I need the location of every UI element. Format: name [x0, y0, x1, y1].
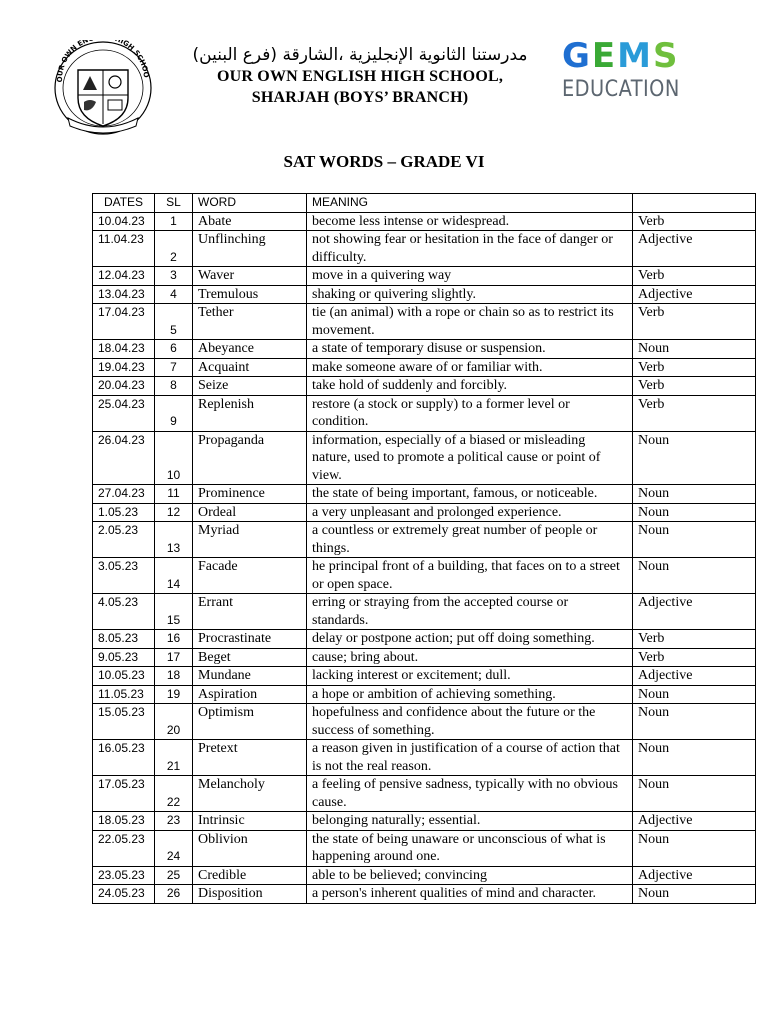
- meaning-cell: shaking or quivering slightly.: [307, 285, 633, 304]
- gems-education-logo: [562, 36, 680, 116]
- word-cell: Unflinching: [193, 231, 307, 267]
- table-body: [93, 212, 756, 903]
- sat-words-table: [92, 193, 756, 904]
- sl-cell: 9: [155, 395, 193, 431]
- word-cell: Errant: [193, 594, 307, 630]
- table-row: [93, 212, 756, 231]
- word-cell: Replenish: [193, 395, 307, 431]
- date-cell: 23.05.23: [93, 866, 155, 885]
- school-crest-logo: [50, 40, 156, 138]
- meaning-cell: able to be believed; convincing: [307, 866, 633, 885]
- meaning-cell: information, especially of a biased or misleading nature, used to promote a political cause or point of view.: [307, 431, 633, 485]
- part-of-speech-cell: Adjective: [633, 285, 756, 304]
- sl-cell: 3: [155, 267, 193, 286]
- gems-letter-s: S: [653, 36, 678, 76]
- meaning-cell: cause; bring about.: [307, 648, 633, 667]
- school-name-arabic: مدرستنا الثانوية الإنجليزية ،الشارقة (فرع البنين): [192, 45, 528, 65]
- table-row: [93, 667, 756, 686]
- word-cell: Ordeal: [193, 503, 307, 522]
- table-row: [93, 395, 756, 431]
- sl-cell: 12: [155, 503, 193, 522]
- sl-cell: 23: [155, 812, 193, 831]
- meaning-cell: a person's inherent qualities of mind and character.: [307, 885, 633, 904]
- meaning-cell: not showing fear or hesitation in the face of danger or difficulty.: [307, 231, 633, 267]
- sl-cell: 19: [155, 685, 193, 704]
- table-row: [93, 340, 756, 359]
- word-cell: Beget: [193, 648, 307, 667]
- gems-letter-e: E: [591, 36, 616, 76]
- sl-cell: 17: [155, 648, 193, 667]
- table-row: [93, 630, 756, 649]
- meaning-cell: a state of temporary disuse or suspension.: [307, 340, 633, 359]
- table-header-row: [93, 194, 756, 213]
- part-of-speech-cell: Noun: [633, 740, 756, 776]
- meaning-cell: become less intense or widespread.: [307, 212, 633, 231]
- word-cell: Tremulous: [193, 285, 307, 304]
- table-row: [93, 812, 756, 831]
- sl-cell: 15: [155, 594, 193, 630]
- table-row: [93, 503, 756, 522]
- word-cell: Tether: [193, 304, 307, 340]
- document-title: SAT WORDS – GRADE VI: [283, 152, 485, 171]
- date-cell: 8.05.23: [93, 630, 155, 649]
- sl-cell: 4: [155, 285, 193, 304]
- word-cell: Procrastinate: [193, 630, 307, 649]
- meaning-cell: delay or postpone action; put off doing something.: [307, 630, 633, 649]
- meaning-cell: move in a quivering way: [307, 267, 633, 286]
- date-cell: 17.05.23: [93, 776, 155, 812]
- sl-cell: 25: [155, 866, 193, 885]
- meaning-cell: belonging naturally; essential.: [307, 812, 633, 831]
- date-cell: 26.04.23: [93, 431, 155, 485]
- table-row: [93, 776, 756, 812]
- meaning-cell: the state of being unaware or unconscious of what is happening around one.: [307, 830, 633, 866]
- table-row: [93, 358, 756, 377]
- header-dates: DATES: [93, 194, 155, 213]
- part-of-speech-cell: Noun: [633, 685, 756, 704]
- part-of-speech-cell: Verb: [633, 630, 756, 649]
- date-cell: 10.04.23: [93, 212, 155, 231]
- word-cell: Myriad: [193, 522, 307, 558]
- part-of-speech-cell: Verb: [633, 267, 756, 286]
- gems-letter-m: M: [617, 36, 651, 76]
- table-row: [93, 594, 756, 630]
- meaning-cell: restore (a stock or supply) to a former level or condition.: [307, 395, 633, 431]
- sl-cell: 5: [155, 304, 193, 340]
- part-of-speech-cell: Noun: [633, 522, 756, 558]
- part-of-speech-cell: Noun: [633, 885, 756, 904]
- part-of-speech-cell: Noun: [633, 485, 756, 504]
- header-word: WORD: [193, 194, 307, 213]
- sl-cell: 24: [155, 830, 193, 866]
- date-cell: 13.04.23: [93, 285, 155, 304]
- word-cell: Waver: [193, 267, 307, 286]
- table-row: [93, 648, 756, 667]
- table-row: [93, 231, 756, 267]
- part-of-speech-cell: Verb: [633, 358, 756, 377]
- header-meaning: MEANING: [307, 194, 633, 213]
- header-sl: SL: [155, 194, 193, 213]
- part-of-speech-cell: Noun: [633, 431, 756, 485]
- meaning-cell: make someone aware of or familiar with.: [307, 358, 633, 377]
- school-name-line-2: SHARJAH (BOYS’ BRANCH): [251, 89, 469, 106]
- date-cell: 24.05.23: [93, 885, 155, 904]
- meaning-cell: tie (an animal) with a rope or chain so as to restrict its movement.: [307, 304, 633, 340]
- word-cell: Propaganda: [193, 431, 307, 485]
- meaning-cell: take hold of suddenly and forcibly.: [307, 377, 633, 396]
- word-cell: Oblivion: [193, 830, 307, 866]
- word-cell: Seize: [193, 377, 307, 396]
- part-of-speech-cell: Noun: [633, 503, 756, 522]
- table-row: [93, 267, 756, 286]
- word-cell: Disposition: [193, 885, 307, 904]
- sl-cell: 20: [155, 704, 193, 740]
- meaning-cell: a feeling of pensive sadness, typically with no obvious cause.: [307, 776, 633, 812]
- part-of-speech-cell: Verb: [633, 648, 756, 667]
- date-cell: 18.05.23: [93, 812, 155, 831]
- sl-cell: 10: [155, 431, 193, 485]
- date-cell: 25.04.23: [93, 395, 155, 431]
- word-cell: Abeyance: [193, 340, 307, 359]
- part-of-speech-cell: Verb: [633, 377, 756, 396]
- table-row: [93, 866, 756, 885]
- table-row: [93, 485, 756, 504]
- meaning-cell: lacking interest or excitement; dull.: [307, 667, 633, 686]
- crest-emblem-icon: [50, 40, 156, 138]
- part-of-speech-cell: Noun: [633, 830, 756, 866]
- date-cell: 16.05.23: [93, 740, 155, 776]
- date-cell: 22.05.23: [93, 830, 155, 866]
- table-row: [93, 522, 756, 558]
- sl-cell: 13: [155, 522, 193, 558]
- gems-wordmark: [562, 36, 678, 76]
- part-of-speech-cell: Noun: [633, 340, 756, 359]
- gems-letter-g: G: [562, 36, 590, 76]
- word-cell: Facade: [193, 558, 307, 594]
- table-row: [93, 685, 756, 704]
- meaning-cell: a very unpleasant and prolonged experience.: [307, 503, 633, 522]
- sl-cell: 8: [155, 377, 193, 396]
- sl-cell: 18: [155, 667, 193, 686]
- sl-cell: 6: [155, 340, 193, 359]
- table-row: [93, 830, 756, 866]
- school-header: [170, 44, 550, 108]
- sl-cell: 16: [155, 630, 193, 649]
- word-cell: Optimism: [193, 704, 307, 740]
- date-cell: 17.04.23: [93, 304, 155, 340]
- word-cell: Aspiration: [193, 685, 307, 704]
- part-of-speech-cell: Adjective: [633, 667, 756, 686]
- sl-cell: 26: [155, 885, 193, 904]
- sl-cell: 7: [155, 358, 193, 377]
- part-of-speech-cell: Adjective: [633, 866, 756, 885]
- part-of-speech-cell: Adjective: [633, 594, 756, 630]
- sl-cell: 11: [155, 485, 193, 504]
- date-cell: 3.05.23: [93, 558, 155, 594]
- header-part-of-speech: [633, 194, 756, 213]
- table-row: [93, 431, 756, 485]
- meaning-cell: erring or straying from the accepted course or standards.: [307, 594, 633, 630]
- date-cell: 1.05.23: [93, 503, 155, 522]
- table-row: [93, 285, 756, 304]
- part-of-speech-cell: Verb: [633, 212, 756, 231]
- part-of-speech-cell: Verb: [633, 304, 756, 340]
- sl-cell: 1: [155, 212, 193, 231]
- table-row: [93, 377, 756, 396]
- meaning-cell: hopefulness and confidence about the future or the success of something.: [307, 704, 633, 740]
- date-cell: 9.05.23: [93, 648, 155, 667]
- table-row: [93, 704, 756, 740]
- date-cell: 15.05.23: [93, 704, 155, 740]
- meaning-cell: a countless or extremely great number of people or things.: [307, 522, 633, 558]
- sl-cell: 21: [155, 740, 193, 776]
- date-cell: 11.05.23: [93, 685, 155, 704]
- table-row: [93, 740, 756, 776]
- word-cell: Prominence: [193, 485, 307, 504]
- part-of-speech-cell: Noun: [633, 776, 756, 812]
- sl-cell: 22: [155, 776, 193, 812]
- crest-text: OUR OWN EN IGH SCHOO: [55, 40, 151, 83]
- meaning-cell: a reason given in justification of a course of action that is not the real reason.: [307, 740, 633, 776]
- table-row: [93, 304, 756, 340]
- word-cell: Abate: [193, 212, 307, 231]
- date-cell: 10.05.23: [93, 667, 155, 686]
- table-row: [93, 885, 756, 904]
- sl-cell: 2: [155, 231, 193, 267]
- sl-cell: 14: [155, 558, 193, 594]
- part-of-speech-cell: Verb: [633, 395, 756, 431]
- date-cell: 2.05.23: [93, 522, 155, 558]
- date-cell: 12.04.23: [93, 267, 155, 286]
- date-cell: 19.04.23: [93, 358, 155, 377]
- word-cell: Mundane: [193, 667, 307, 686]
- date-cell: 4.05.23: [93, 594, 155, 630]
- school-name-line-1: OUR OWN ENGLISH HIGH SCHOOL,: [216, 68, 504, 85]
- date-cell: 27.04.23: [93, 485, 155, 504]
- word-cell: Credible: [193, 866, 307, 885]
- word-cell: Melancholy: [193, 776, 307, 812]
- part-of-speech-cell: Noun: [633, 704, 756, 740]
- meaning-cell: the state of being important, famous, or noticeable.: [307, 485, 633, 504]
- word-cell: Pretext: [193, 740, 307, 776]
- word-cell: Intrinsic: [193, 812, 307, 831]
- table-row: [93, 558, 756, 594]
- part-of-speech-cell: Adjective: [633, 231, 756, 267]
- meaning-cell: he principal front of a building, that faces on to a street or open space.: [307, 558, 633, 594]
- meaning-cell: a hope or ambition of achieving something.: [307, 685, 633, 704]
- date-cell: 18.04.23: [93, 340, 155, 359]
- part-of-speech-cell: Adjective: [633, 812, 756, 831]
- part-of-speech-cell: Noun: [633, 558, 756, 594]
- word-cell: Acquaint: [193, 358, 307, 377]
- gems-education-text: EDUCATION: [562, 77, 680, 102]
- date-cell: 20.04.23: [93, 377, 155, 396]
- date-cell: 11.04.23: [93, 231, 155, 267]
